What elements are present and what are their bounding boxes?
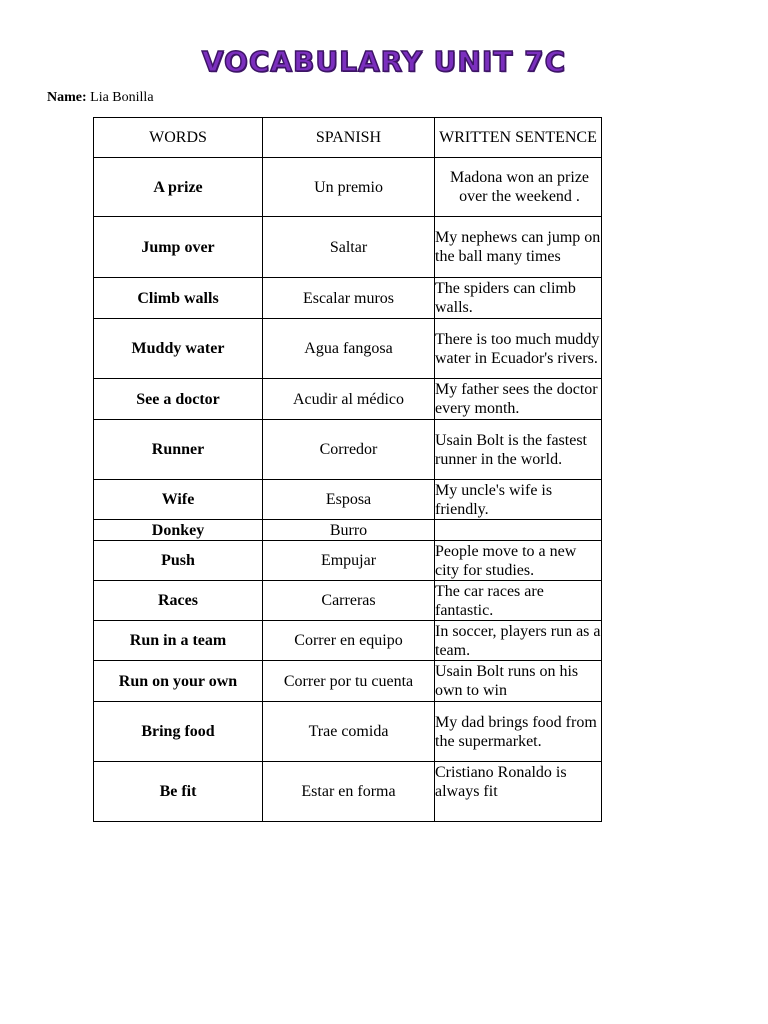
spanish-cell: Carreras <box>263 581 435 621</box>
spanish-cell: Corredor <box>263 420 435 480</box>
table-row <box>94 661 602 702</box>
header-spanish: SPANISH <box>263 118 435 158</box>
sentence-cell: People move to a new city for studies. <box>435 541 602 581</box>
table-row <box>94 278 602 319</box>
table-row <box>94 581 602 621</box>
sentence-cell: Usain Bolt is the fastest runner in the world. <box>435 420 602 480</box>
word-cell: Be fit <box>94 762 263 822</box>
spanish-cell: Esposa <box>263 480 435 520</box>
sentence-cell: My nephews can jump on the ball many times <box>435 217 602 278</box>
header-words: WORDS <box>94 118 263 158</box>
spanish-cell: Saltar <box>263 217 435 278</box>
table-row <box>94 319 602 379</box>
spanish-cell: Agua fangosa <box>263 319 435 379</box>
name-label: Name: <box>47 90 87 105</box>
word-cell: See a doctor <box>94 379 263 420</box>
spanish-cell: Trae comida <box>263 702 435 762</box>
header-written-sentence: WRITTEN SENTENCE <box>435 118 602 158</box>
word-cell: Donkey <box>94 520 263 541</box>
sentence-cell: In soccer, players run as a team. <box>435 622 601 659</box>
spanish-cell: Acudir al médico <box>263 379 435 420</box>
table-header-row <box>94 118 602 158</box>
sentence-cell: Usain Bolt runs on his own to win <box>435 661 602 702</box>
word-cell: A prize <box>94 158 263 217</box>
sentence-cell: Madona won an prize over the weekend . <box>435 158 602 217</box>
word-cell: Bring food <box>94 702 263 762</box>
word-cell: Races <box>94 581 263 621</box>
table-row <box>94 762 602 822</box>
spanish-cell: Escalar muros <box>263 278 435 319</box>
word-cell: Jump over <box>94 217 263 278</box>
word-cell: Push <box>94 541 263 581</box>
sentence-cell: The spiders can climb walls. <box>435 278 602 319</box>
word-cell: Run on your own <box>94 661 263 702</box>
sentence-cell <box>435 520 602 541</box>
sentence-cell: My dad brings food from the supermarket. <box>435 702 602 762</box>
table-row <box>94 420 602 480</box>
table-row <box>94 541 602 581</box>
word-cell: Muddy water <box>94 319 263 379</box>
table-row <box>94 702 602 762</box>
student-name-line <box>47 89 154 107</box>
table-row <box>94 480 602 520</box>
table-row <box>94 217 602 278</box>
vocabulary-table <box>93 117 602 822</box>
spanish-cell: Un premio <box>263 158 435 217</box>
student-name: Lia Bonilla <box>90 90 154 105</box>
word-cell: Wife <box>94 480 263 520</box>
word-cell: Run in a team <box>94 621 263 661</box>
sentence-cell: There is too much muddy water in Ecuador's rivers. <box>435 319 602 379</box>
page-title: VOCABULARY UNIT 7C <box>201 45 567 78</box>
table-row <box>94 621 602 661</box>
table-row <box>94 520 602 541</box>
sentence-cell: The car races are fantastic. <box>435 581 602 621</box>
spanish-cell: Correr en equipo <box>263 621 435 661</box>
spanish-cell: Estar en forma <box>263 762 435 822</box>
spanish-cell: Empujar <box>263 541 435 581</box>
sentence-cell: Cristiano Ronaldo is always fit <box>435 762 602 822</box>
word-cell: Runner <box>94 420 263 480</box>
sentence-cell: My uncle's wife is friendly. <box>435 480 602 520</box>
spanish-cell: Correr por tu cuenta <box>263 661 435 702</box>
word-cell: Climb walls <box>94 278 263 319</box>
spanish-cell: Burro <box>263 520 435 541</box>
sentence-cell: My father sees the doctor every month. <box>435 379 602 420</box>
table-row <box>94 379 602 420</box>
table-row <box>94 158 602 217</box>
